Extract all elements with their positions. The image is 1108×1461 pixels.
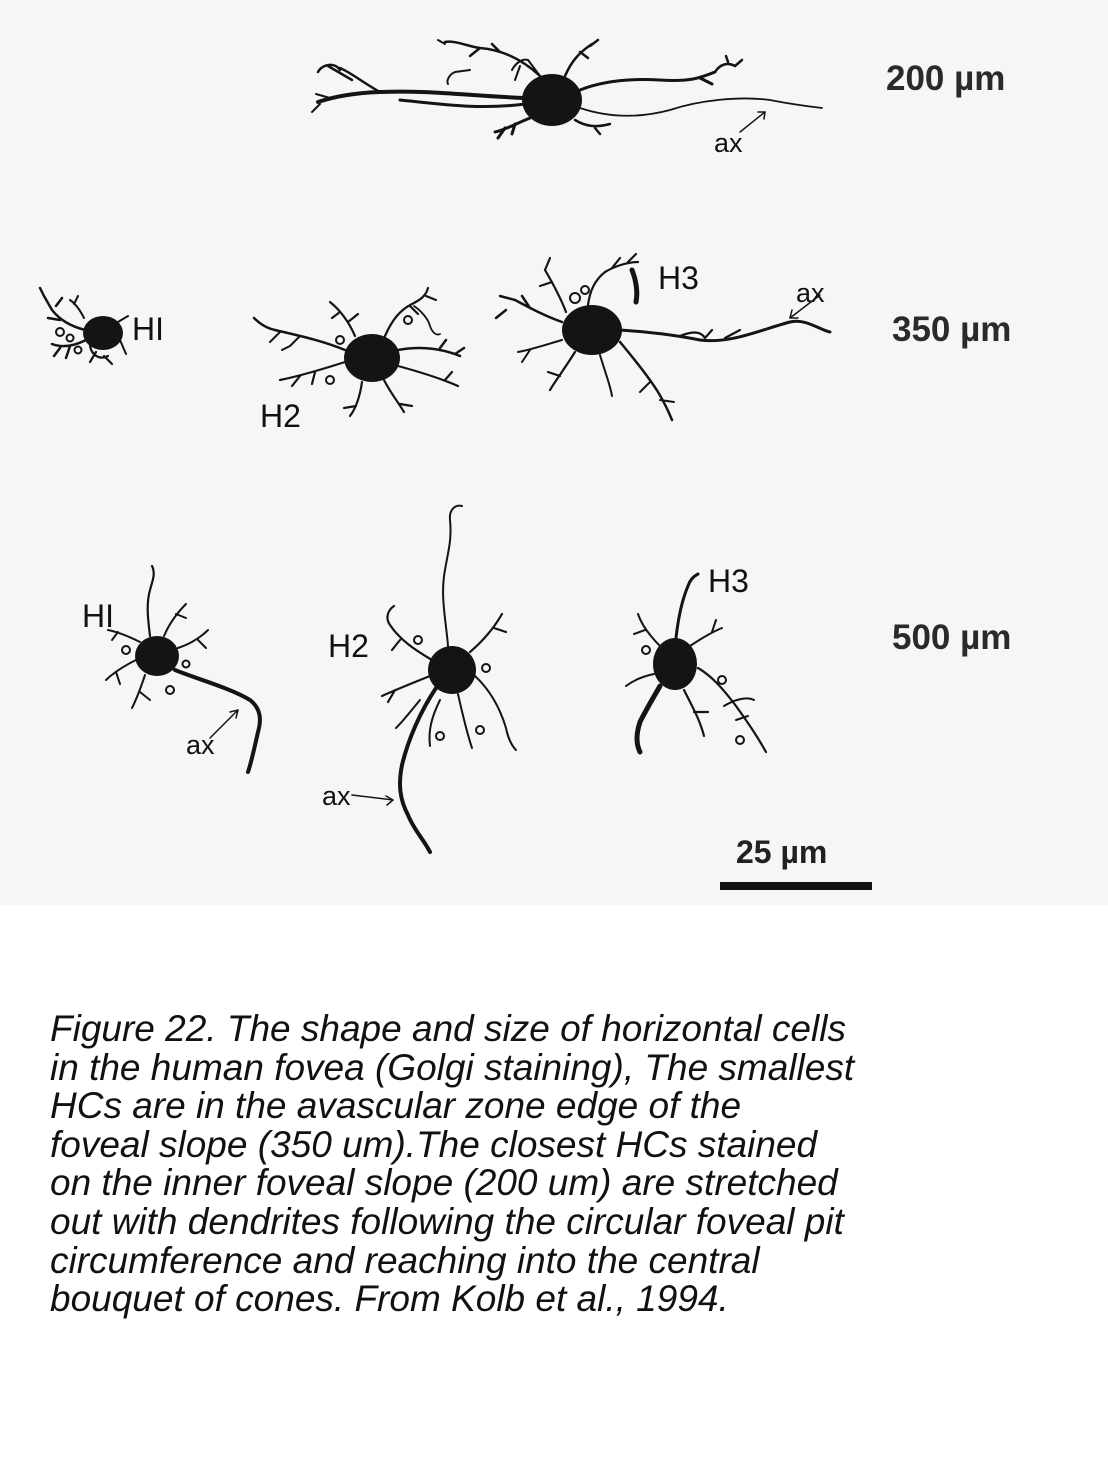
caption-line: foveal slope (350 um).The closest HCs stained	[50, 1123, 818, 1165]
caption-line: circumference and reaching into the central	[50, 1239, 760, 1281]
eccentricity-350um-label: 350 µm	[892, 310, 1012, 349]
figure-caption	[50, 1010, 1080, 1319]
axon-label-500um-h1: ax	[186, 730, 215, 760]
h1-label-500um: HI	[82, 598, 114, 634]
h2-label-350um: H2	[260, 398, 301, 434]
eccentricity-500um-label: 500 µm	[892, 618, 1012, 657]
cell-200um	[312, 40, 822, 138]
caption-line: out with dendrites following the circular foveal pit	[50, 1200, 844, 1242]
cell-500um-h1	[106, 566, 260, 772]
h2-label-500um: H2	[328, 628, 369, 664]
eccentricity-200um-label: 200 µm	[886, 59, 1006, 98]
h1-label-350um: HI	[132, 311, 164, 347]
cell-500um-h2	[352, 506, 516, 852]
caption-line: in the human fovea (Golgi staining), The smallest	[50, 1046, 855, 1088]
axon-label-500um-h2: ax	[322, 781, 351, 811]
h3-label-350um: H3	[658, 260, 699, 296]
cell-350um-h1	[40, 288, 128, 364]
caption-line: HCs are in the avascular zone edge of the	[50, 1085, 742, 1127]
cell-350um-h2	[254, 288, 464, 416]
caption-line: on the inner foveal slope (200 um) are stretched	[50, 1162, 838, 1204]
h3-label-500um: H3	[708, 563, 749, 599]
cell-500um-h3	[626, 574, 766, 752]
caption-line: bouquet of cones. From Kolb et al., 1994.	[50, 1278, 729, 1320]
caption-line: Figure 22. The shape and size of horizontal cells	[50, 1008, 846, 1049]
scale-bar-label: 25 µm	[736, 834, 828, 870]
axon-label-350um: ax	[796, 278, 825, 308]
axon-label-200um: ax	[714, 128, 743, 158]
scale-bar-line	[720, 882, 872, 890]
